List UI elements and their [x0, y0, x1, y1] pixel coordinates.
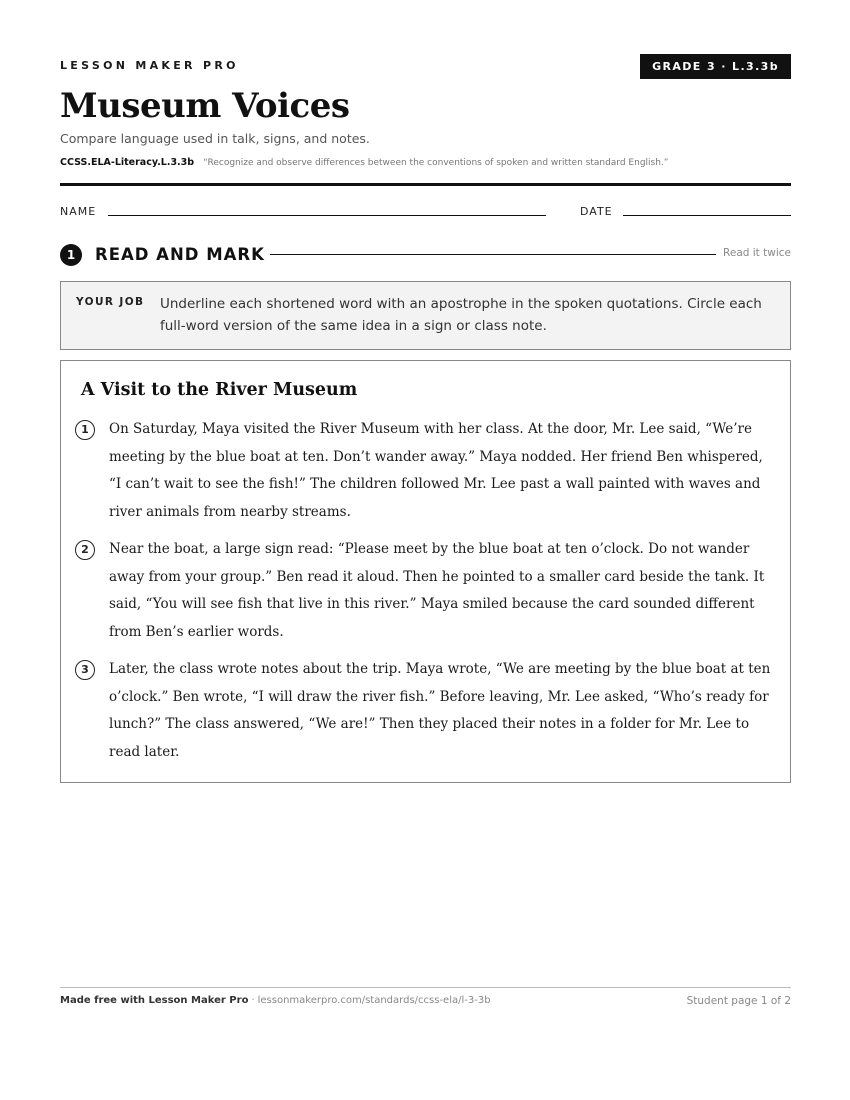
page-subtitle: Compare language used in talk, signs, and notes. [60, 131, 370, 146]
page-title: Museum Voices [60, 86, 350, 126]
name-label: NAME [60, 205, 97, 218]
standard-reference [60, 157, 668, 168]
section-heading [60, 242, 791, 268]
paragraph-text: On Saturday, Maya visited the River Museum with her class. At the door, Mr. Lee said, “We’re meeting by the blue boat at ten. Don’t wander away.” Maya nodded. Her friend Ben whispered, “I can’t wait to see the fish!” The children followed Mr. Lee past a wall painted with waves and river animals from nearby streams. [109, 421, 763, 520]
grade-badge: GRADE 3 · L.3.3b [640, 54, 791, 79]
brand-name: LESSON MAKER PRO [60, 59, 239, 72]
instructions-text: Underline each shortened word with an apostrophe in the spoken quotations. Circle each full-word version of the same idea in a sign or class note. [160, 296, 762, 334]
header-divider [60, 183, 791, 186]
paragraph-number: 2 [75, 540, 95, 560]
story-title: A Visit to the River Museum [81, 380, 358, 400]
section-title: READ AND MARK [95, 245, 265, 264]
section-note: Read it twice [723, 247, 791, 259]
paragraph-text: Later, the class wrote notes about the trip. Maya wrote, “We are meeting by the blue boat at ten o’clock.” Ben wrote, “I will draw the river fish.” Before leaving, Mr. Lee asked, “Who’s ready for lunch?” The class answered, “We are!” Then they placed their notes in a folder for Mr. Lee to read later. [109, 661, 771, 760]
story-passage [60, 360, 791, 783]
standard-description: “Recognize and observe differences between the conventions of spoken and written standard English.” [203, 158, 669, 168]
paragraph-text: Near the boat, a large sign read: “Please meet by the blue boat at ten o’clock. Do not wander away from your group.” Ben read it aloud. Then he pointed to a smaller card beside the tank. It said, “You will see fish that live in this river.” Maya smiled because the card sounded different from Ben’s earlier words. [109, 541, 765, 640]
footer-credit [60, 995, 491, 1006]
paragraph-number: 1 [75, 420, 95, 440]
worksheet-header [60, 54, 791, 80]
paragraph-number: 3 [75, 660, 95, 680]
footer-url-link[interactable]: lessonmakerpro.com/standards/ccss-ela/l-3-3b [257, 995, 491, 1006]
instructions-box [60, 281, 791, 350]
footer-separator: · [251, 995, 255, 1006]
instructions-label: YOUR JOB [76, 296, 145, 308]
footer-divider [60, 987, 791, 988]
name-field[interactable] [108, 215, 546, 216]
footer-brand: Made free with Lesson Maker Pro [60, 995, 249, 1006]
standard-code: CCSS.ELA-Literacy.L.3.3b [60, 157, 195, 168]
date-label: DATE [580, 205, 613, 218]
date-field[interactable] [623, 215, 791, 216]
section-number-badge: 1 [60, 244, 82, 266]
section-divider [270, 254, 716, 255]
page-indicator: Student page 1 of 2 [686, 995, 791, 1007]
